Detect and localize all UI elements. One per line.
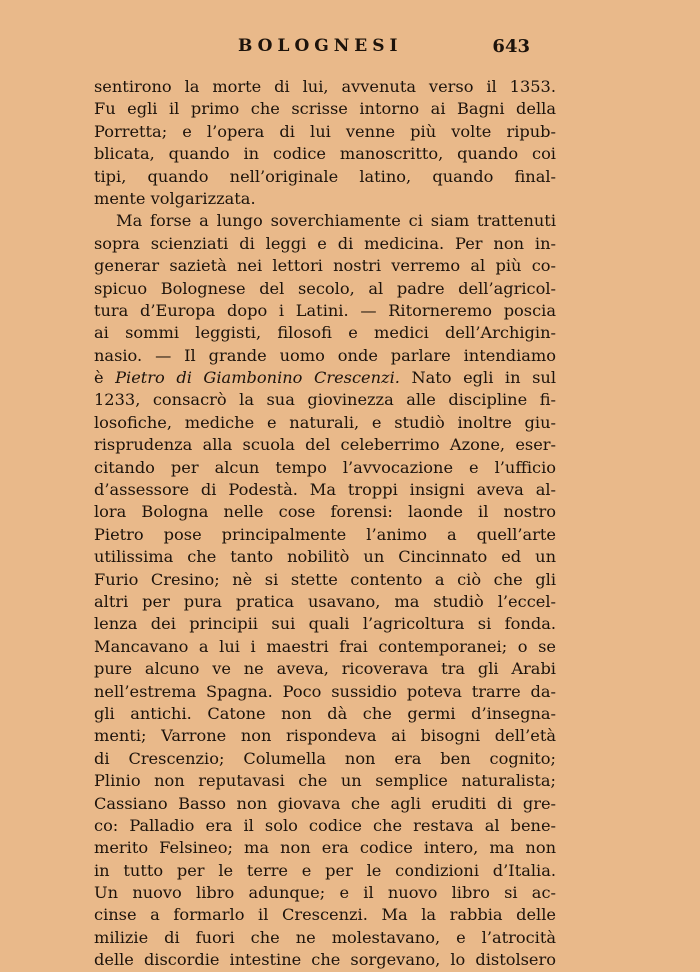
text-line: Pietro pose principalmente l’animo a quell’arte (94, 524, 556, 544)
text-line: tura d’Europa dopo i Latini. — Ritorneremo poscia (94, 300, 556, 320)
text-line: ai sommi leggisti, filosofi e medici dell’Archigin- (94, 323, 556, 343)
text-line: Fu egli il primo che scrisse intorno ai Bagni della (94, 99, 556, 119)
text-line: risprudenza alla scuola del celeberrimo Azone, eser- (94, 435, 556, 455)
text-line: Ma forse a lungo soverchiamente ci siam trattenuti (116, 211, 556, 231)
text-line: d’assessore di Podestà. Ma troppi insigni aveva al- (94, 480, 556, 500)
running-title: BOLOGNESI (238, 36, 403, 56)
text-line: blicata, quando in codice manoscritto, quando coi (94, 144, 556, 164)
text-line: spicuo Bolognese del secolo, al padre dell’agricol- (94, 278, 556, 298)
text-line: losofiche, mediche e naturali, e studiò inoltre giu- (94, 412, 556, 432)
text-line: generar sazietà nei lettori nostri verremo al più co- (94, 256, 556, 276)
text-line: lora Bologna nelle cose forensi: laonde il nostro (94, 502, 556, 522)
page-number: 643 (492, 36, 530, 57)
page-header (94, 36, 534, 62)
text-line: Porretta; e l’opera di lui venne più volte ripub- (94, 121, 556, 141)
text-line: citando per alcun tempo l’avvocazione e l’ufficio (94, 457, 556, 477)
text-line: Furio Cresino; nè si stette contento a ciò che gli (94, 569, 556, 589)
text-run: è (94, 368, 104, 388)
body-text (94, 76, 556, 972)
text-line: mente volgarizzata. (94, 188, 256, 208)
text-line: Cassiano Basso non giovava che agli eruditi di gre- (94, 793, 556, 813)
italic-name: Pietro di Giambonino Crescenzi. (115, 368, 400, 388)
text-line: lenza dei principii sui quali l’agricoltura si fonda. (94, 614, 556, 634)
text-line: nasio. — Il grande uomo onde parlare intendiamo (94, 345, 556, 365)
text-line-mixed (94, 367, 556, 389)
text-run: Nato egli in sul (411, 368, 556, 388)
text-line: altri per pura pratica usavano, ma studiò l’eccel- (94, 591, 556, 611)
text-line: Mancavano a lui i maestri frai contemporanei; o se (94, 636, 556, 656)
text-line: utilissima che tanto nobilitò un Cincinnato ed un (94, 547, 556, 567)
text-line: gli antichi. Catone non dà che germi d’insegna- (94, 703, 556, 723)
text-line: cinse a formarlo il Crescenzi. Ma la rabbia delle (94, 905, 556, 925)
text-line: 1233, consacrò la sua giovinezza alle discipline fi- (94, 390, 556, 410)
text-line: menti; Varrone non rispondeva ai bisogni dell’età (94, 726, 556, 746)
text-line: milizie di fuori che ne molestavano, e l’atrocità (94, 927, 556, 947)
text-line: in tutto per le terre e per le condizioni d’Italia. (94, 860, 556, 880)
text-line: co: Palladio era il solo codice che restava al bene- (94, 815, 556, 835)
text-line: nell’estrema Spagna. Poco sussidio poteva trarre da- (94, 681, 556, 701)
text-line: merito Felsineo; ma non era codice intero, ma non (94, 838, 556, 858)
text-line: tipi, quando nell’originale latino, quando final- (94, 166, 556, 186)
text-line: sopra scienziati di leggi e di medicina. Per non in- (94, 233, 556, 253)
text-line: Plinio non reputavasi che un semplice naturalista; (94, 771, 556, 791)
text-line: di Crescenzio; Columella non era ben cognito; (94, 748, 556, 768)
text-line: Un nuovo libro adunque; e il nuovo libro si ac- (94, 883, 556, 903)
text-line: delle discordie intestine che sorgevano, lo distolsero (94, 950, 556, 970)
text-line: pure alcuno ve ne aveva, ricoverava tra gli Arabi (94, 659, 556, 679)
text-line: sentirono la morte di lui, avvenuta verso il 1353. (94, 77, 556, 96)
